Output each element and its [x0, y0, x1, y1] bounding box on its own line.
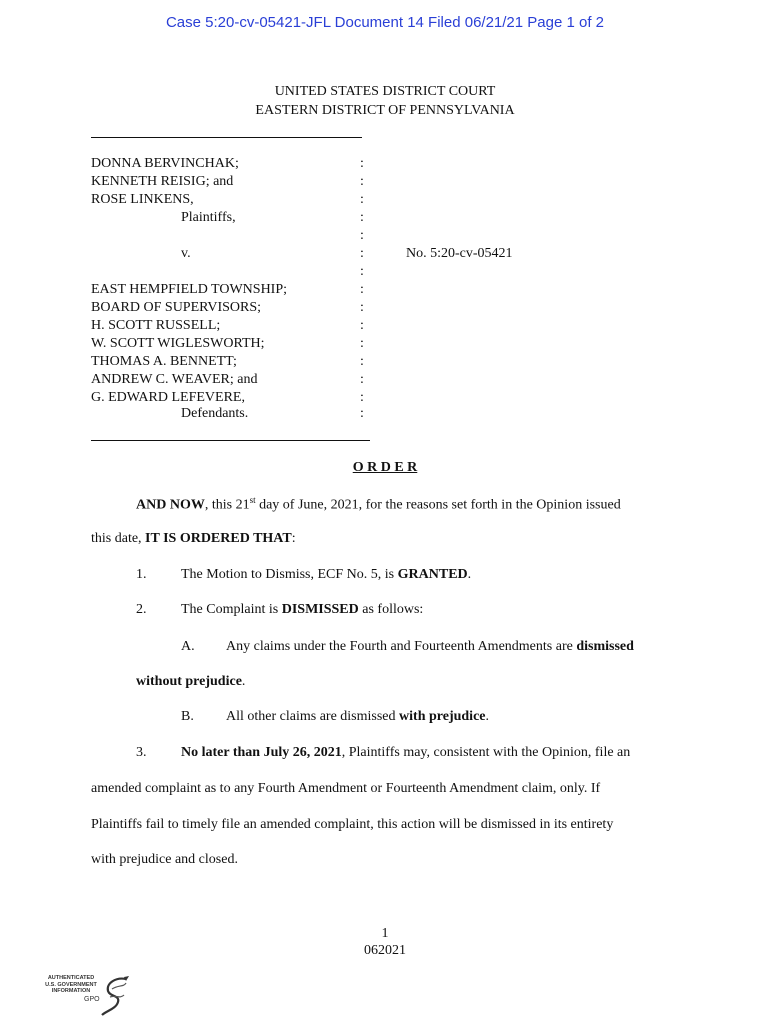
item-3-number: 3.: [136, 745, 147, 760]
defendant-name: BOARD OF SUPERVISORS;: [91, 300, 262, 315]
gpo-eagle-icon: [98, 975, 132, 1017]
item-a-number: A.: [181, 639, 195, 654]
granted-text: GRANTED: [397, 567, 468, 582]
and-now-text: AND NOW: [136, 497, 205, 513]
order-title: O R D E R: [352, 460, 418, 475]
ordered-phrase: IT IS ORDERED THAT: [145, 531, 292, 546]
intro-text: , this 21: [204, 497, 250, 513]
intro-text: :: [291, 531, 296, 546]
item-1-text: [181, 567, 471, 583]
caption-colon: :: [360, 264, 364, 279]
plaintiff-name: ROSE LINKENS,: [91, 192, 194, 207]
caption-top-rule: [91, 137, 362, 138]
item-2-number: 2.: [136, 602, 147, 617]
item-text: The Complaint is: [181, 602, 282, 617]
seal-caption: [40, 975, 102, 995]
item-b-text: [226, 709, 489, 725]
plaintiff-name: DONNA BERVINCHAK;: [91, 156, 239, 171]
item-2-text: [181, 602, 423, 618]
caption-colon: :: [360, 318, 364, 333]
caption-colon: :: [360, 210, 364, 225]
case-number: No. 5:20-cv-05421: [406, 246, 513, 261]
item-3-line1: [181, 745, 630, 761]
caption-colon: :: [360, 192, 364, 207]
defendant-name: EAST HEMPFIELD TOWNSHIP;: [91, 282, 288, 297]
item-3-line4: with prejudice and closed.: [91, 852, 238, 867]
caption-colon: :: [360, 354, 364, 369]
item-text: .: [485, 709, 489, 724]
defendant-name: ANDREW C. WEAVER; and: [91, 372, 258, 387]
plaintiffs-label: Plaintiffs,: [181, 210, 236, 225]
dismissed-text: DISMISSED: [281, 602, 359, 617]
item-text: .: [241, 674, 246, 689]
seal-gpo-mark: GPO: [84, 996, 100, 1003]
dismissed-text: dismissed: [576, 639, 634, 654]
court-name-line2: EASTERN DISTRICT OF PENNSYLVANIA: [255, 103, 515, 118]
caption-bottom-rule: [91, 440, 370, 441]
item-text: , Plaintiffs may, consistent with the Opinion, file an: [341, 745, 631, 760]
seal-line: INFORMATION: [51, 988, 91, 994]
court-name-line1: UNITED STATES DISTRICT COURT: [274, 84, 496, 99]
defendant-name: G. EDWARD LEFEVERE,: [91, 390, 245, 405]
with-prejudice-text: with prejudice: [399, 709, 486, 724]
item-b-number: B.: [181, 709, 194, 724]
caption-colon: :: [360, 372, 364, 387]
item-a-line2: [136, 674, 245, 690]
page-number: 1: [381, 926, 389, 941]
caption-colon: :: [360, 390, 364, 405]
versus-label: v.: [181, 246, 191, 261]
item-text: as follows:: [358, 602, 424, 617]
intro-paragraph-line1: [136, 495, 621, 514]
defendant-name: W. SCOTT WIGLESWORTH;: [91, 336, 265, 351]
item-1-number: 1.: [136, 567, 147, 582]
intro-paragraph-line2: [91, 531, 296, 547]
defendant-name: THOMAS A. BENNETT;: [91, 354, 237, 369]
item-3-line2: amended complaint as to any Fourth Amendment or Fourteenth Amendment claim, only. If: [91, 781, 601, 796]
caption-colon: :: [360, 246, 364, 261]
defendants-label: Defendants.: [181, 406, 249, 421]
ordinal-suffix: st: [249, 495, 256, 505]
ecf-header-stamp: Case 5:20-cv-05421-JFL Document 14 Filed 06/21/21 Page 1 of 2: [165, 14, 605, 31]
intro-text: this date,: [91, 531, 146, 546]
item-text: .: [467, 567, 472, 582]
caption-colon: :: [360, 228, 364, 243]
defendant-name: H. SCOTT RUSSELL;: [91, 318, 221, 333]
seal-line: U.S. GOVERNMENT: [45, 981, 97, 988]
item-a-text: [226, 639, 634, 655]
caption-colon: :: [360, 282, 364, 297]
deadline-text: No later than July 26, 2021: [181, 745, 342, 760]
item-3-line3: Plaintiffs fail to timely file an amended complaint, this action will be dismissed in its entirety: [91, 817, 614, 832]
intro-text: day of June, 2021, for the reasons set forth in the Opinion issued: [255, 497, 621, 513]
gpo-authentication-seal: [40, 975, 132, 1017]
item-text: Any claims under the Fourth and Fourteenth Amendments are: [226, 639, 577, 654]
without-prejudice-text: without prejudice: [136, 674, 242, 689]
item-text: The Motion to Dismiss, ECF No. 5, is: [181, 567, 398, 582]
item-text: All other claims are dismissed: [226, 709, 400, 724]
plaintiff-name: KENNETH REISIG; and: [91, 174, 234, 189]
caption-colon: :: [360, 174, 364, 189]
date-code: 062021: [364, 943, 406, 958]
caption-colon: :: [360, 300, 364, 315]
caption-colon: :: [360, 336, 364, 351]
seal-line: AUTHENTICATED: [47, 975, 95, 981]
caption-colon: :: [360, 156, 364, 171]
caption-colon: :: [360, 406, 364, 421]
